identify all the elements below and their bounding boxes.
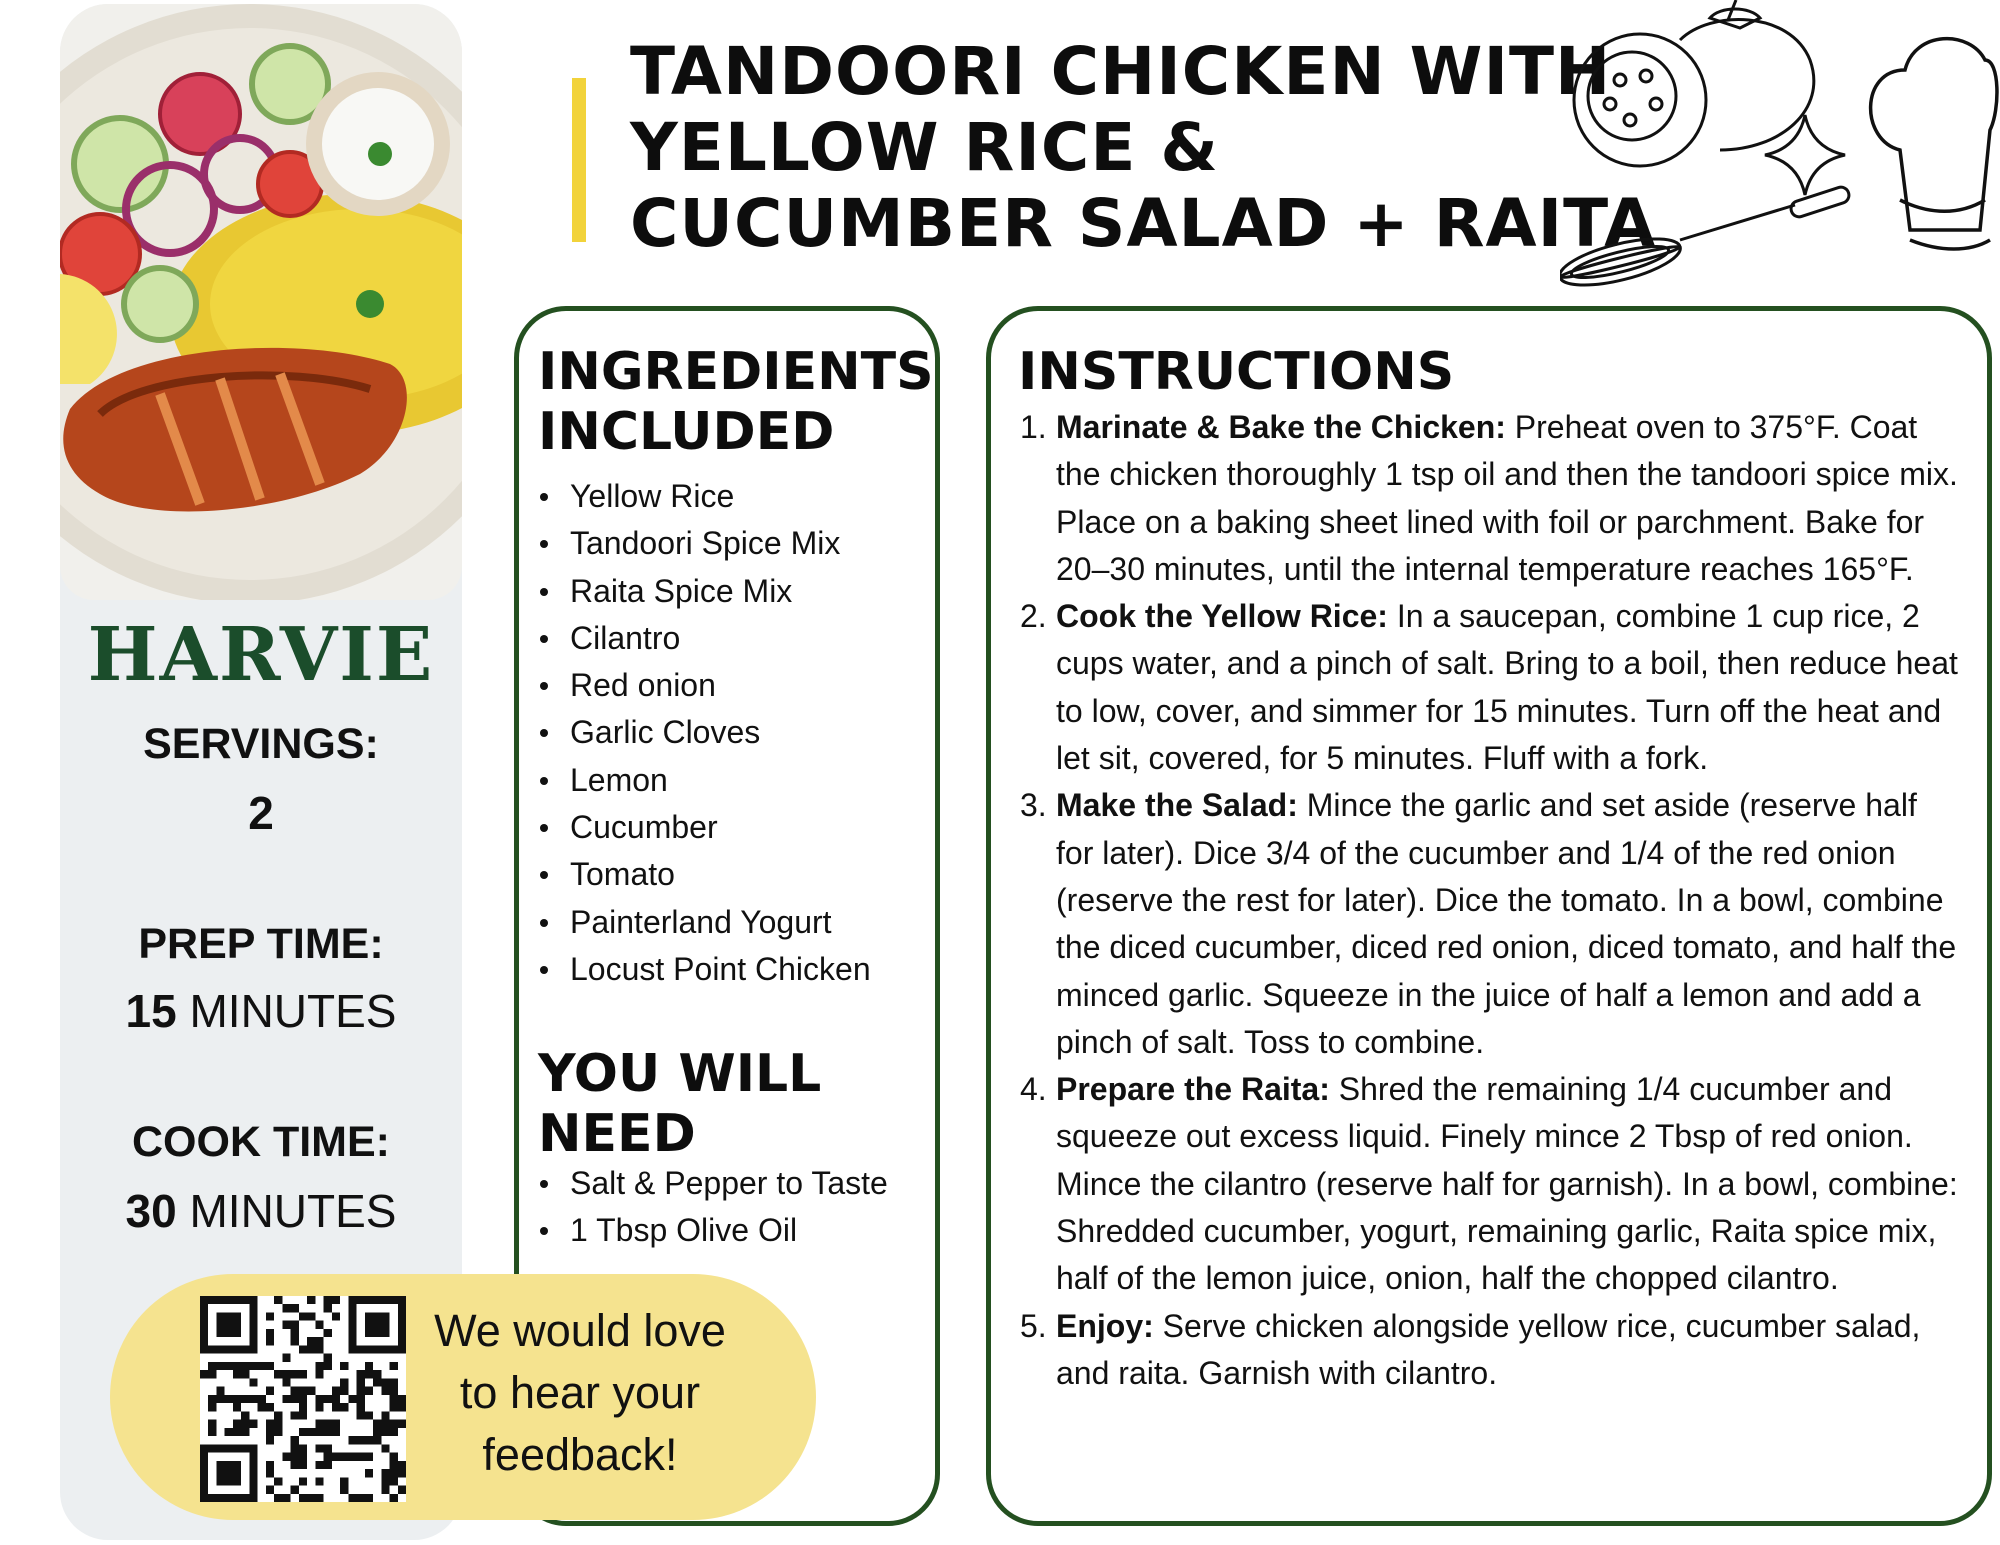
step-text: In a saucepan, combine 1 cup rice, 2 cups water, and a pinch of salt. Bring to a boil, then reduce heat to low, cover, and simmer for 15 minutes. Turn off the heat and let sit, covered, for 5 minutes. Fluff with a fork. [1056,598,1958,777]
list-item: Cilantro [540,615,871,662]
instruction-step [1020,782,1960,1066]
instruction-step [1020,404,1960,593]
you-will-need-list [540,1160,888,1255]
brand-logo: HARVIE [87,612,435,698]
list-item: Raita Spice Mix [540,568,871,615]
step-title: Enjoy: [1056,1307,1154,1344]
you-will-need-heading [538,1044,821,1164]
meal-photo [60,4,462,600]
list-item: 1 Tbsp Olive Oil [540,1207,888,1254]
feedback-line: feedback! [482,1429,678,1480]
feedback-text [420,1300,740,1486]
heading-line: INCLUDED [538,402,835,462]
prep-time-label: PREP TIME: [138,920,384,968]
title-line: YELLOW RICE & [630,109,1219,186]
list-item: Yellow Rice [540,473,871,520]
step-title: Prepare the Raita: [1056,1071,1330,1108]
heading-line: NEED [538,1104,696,1164]
instructions-heading: INSTRUCTIONS [1018,342,1455,402]
ingredients-list [540,473,871,993]
cook-time-unit: MINUTES [176,1185,397,1237]
instruction-step [1020,1303,1960,1398]
cook-time-number: 30 [125,1185,177,1237]
heading-line: INGREDIENTS [538,342,934,402]
instruction-step [1020,1066,1960,1302]
chef-hat-icon [1871,39,1997,249]
sparkle-icon [1765,115,1845,195]
feedback-line: to hear your [459,1367,701,1418]
feedback-line: We would love [434,1305,726,1356]
list-item: Salt & Pepper to Taste [540,1160,888,1207]
step-title: Cook the Yellow Rice: [1056,598,1388,635]
heading-line: YOU WILL [538,1044,822,1104]
step-title: Make the Salad: [1056,787,1298,824]
list-item: Locust Point Chicken [540,946,871,993]
prep-time-number: 15 [125,985,177,1037]
step-number: 2. [1020,598,1047,635]
step-number: 1. [1020,409,1047,445]
instruction-step [1020,593,1960,782]
step-number: 5. [1020,1307,1047,1344]
step-title: Marinate & Bake the Chicken: [1056,409,1506,445]
list-item: Red onion [540,662,871,709]
qr-code-icon[interactable] [200,1296,406,1502]
list-item: Garlic Cloves [540,709,871,756]
servings-label: SERVINGS: [143,720,379,768]
kitchen-doodles [1560,0,2000,300]
list-item: Tandoori Spice Mix [540,520,871,567]
whisk-icon [1560,185,1851,294]
prep-time-unit: MINUTES [176,985,397,1037]
step-text: Shred the remaining 1/4 cucumber and squeeze out excess liquid. Finely mince 2 Tbsp of red onion. Mince the cilantro (reserve half for garnish). In a bowl, combine: Shredded cucumber, yogurt, remaining garlic, Raita spice mix, half of the lemon juice, onion, half the chopped cilantro. [1056,1071,1958,1297]
title-line: CUCUMBER SALAD + RAITA [630,185,1657,262]
step-number: 3. [1020,787,1047,824]
step-text: Serve chicken alongside yellow rice, cucumber salad, and raita. Garnish with cilantro. [1056,1307,1921,1391]
servings-value: 2 [248,787,274,839]
prep-time-value [60,984,462,1038]
list-item: Tomato [540,851,871,898]
list-item: Cucumber [540,804,871,851]
step-text: Preheat oven to 375°F. Coat the chicken thoroughly 1 tsp oil and then the tandoori spice mix. Place on a baking sheet lined with foil or parchment. Bake for 20–30 minutes, until the internal temperature reaches 165°F. [1056,409,1958,587]
title-accent-bar [572,78,586,242]
tomato-icon [1574,0,1814,166]
cook-time-value [60,1184,462,1238]
recipe-title [630,33,1657,262]
list-item: Lemon [540,757,871,804]
list-item: Painterland Yogurt [540,899,871,946]
step-text: Mince the garlic and set aside (reserve half for later). Dice 3/4 of the cucumber and 1/4 of the red onion (reserve the rest for later). Dice the tomato. In a bowl, combine the diced cucumber, diced red onion, diced tomato, and half the minced garlic. Squeeze in the juice of half a lemon and add a pinch of salt. Toss to combine. [1056,787,1957,1060]
cook-time-label: COOK TIME: [132,1118,390,1166]
title-line: TANDOORI CHICKEN WITH [630,33,1612,110]
ingredients-heading [538,342,934,462]
step-number: 4. [1020,1071,1047,1108]
instructions-list [1020,404,1960,1397]
